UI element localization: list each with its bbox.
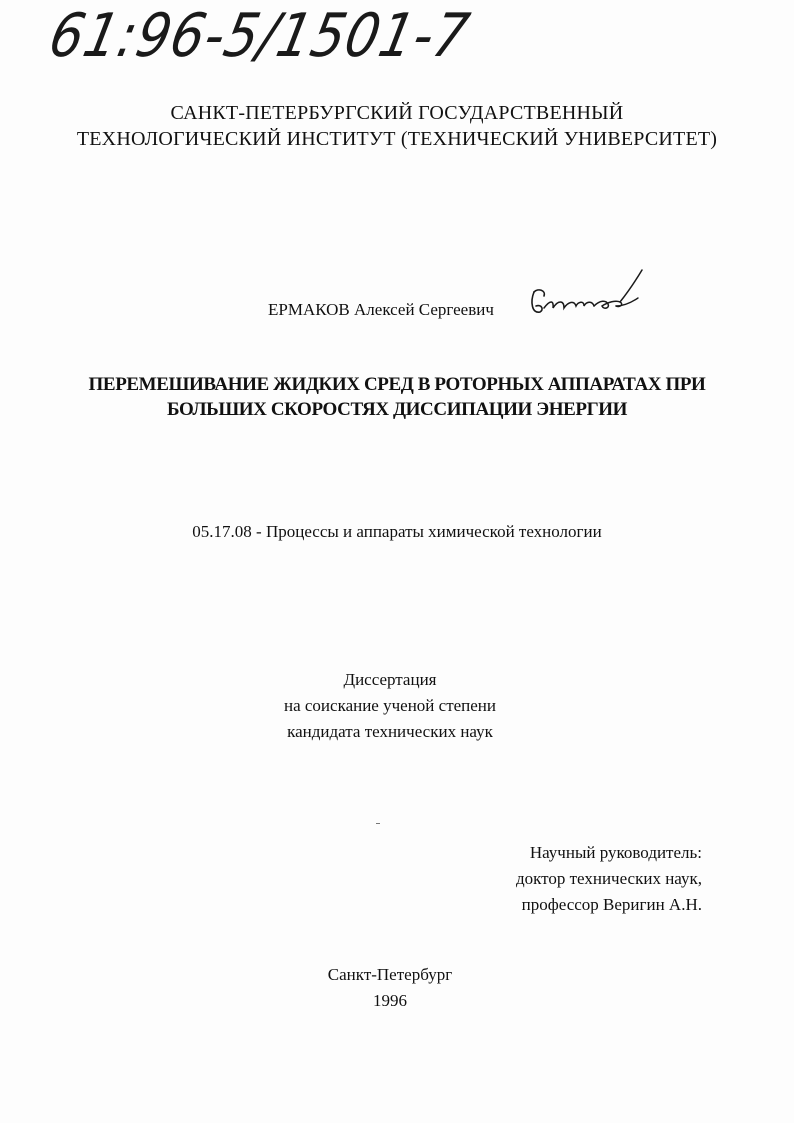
scan-speck (376, 823, 380, 824)
city: Санкт-Петербург (327, 965, 453, 984)
degree-line-1: Диссертация (343, 670, 437, 689)
degree-line-2: на соискание ученой степени (283, 696, 497, 715)
degree-statement (0, 667, 780, 745)
degree-line-3: кандидата технических наук (287, 722, 493, 741)
specialty-code: 05.17.08 - Процессы и аппараты химической технологии (192, 522, 602, 541)
institution-name (0, 100, 794, 152)
place-and-year (0, 962, 780, 1014)
title-line-2: БОЛЬШИХ СКОРОСТЯХ ДИССИПАЦИИ ЭНЕРГИИ (166, 399, 628, 420)
author-signature (520, 262, 660, 332)
supervisor-name: профессор Веригин А.Н. (521, 895, 702, 914)
signature-icon (520, 262, 660, 332)
archive-code-handwritten: 61:96-5/1501-7 (43, 2, 476, 71)
title-line-1: ПЕРЕМЕШИВАНИЕ ЖИДКИХ СРЕД В РОТОРНЫХ АППАРАТАХ ПРИ (88, 374, 706, 395)
supervisor-block (516, 840, 702, 918)
supervisor-label: Научный руководитель: (529, 843, 702, 862)
supervisor-degree: доктор технических наук, (515, 869, 702, 888)
dissertation-title (0, 372, 794, 422)
institution-line-1: САНКТ-ПЕТЕРБУРГСКИЙ ГОСУДАРСТВЕННЫЙ (170, 102, 624, 124)
institution-line-2: ТЕХНОЛОГИЧЕСКИЙ ИНСТИТУТ (ТЕХНИЧЕСКИЙ УНИВЕРСИТЕТ) (76, 128, 718, 150)
year: 1996 (373, 991, 407, 1010)
author-name: ЕРМАКОВ Алексей Сергеевич (268, 300, 494, 319)
